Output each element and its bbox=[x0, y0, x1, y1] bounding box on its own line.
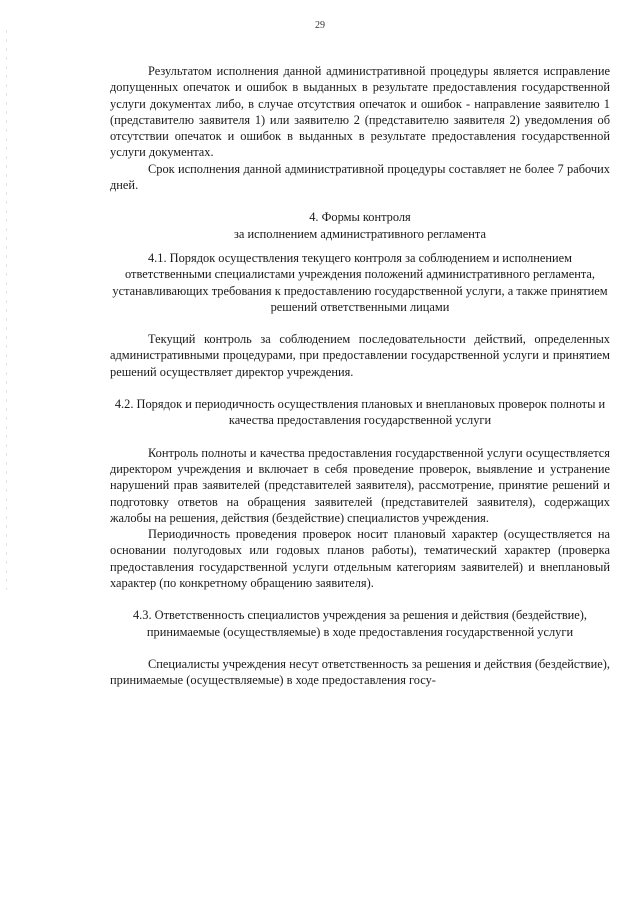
paragraph-periodicity: Периодичность проведения проверок носит плановый характер (осуществляется на основании полугодовых или годовых планов работы), тематический характер (проверка предоставления государственной услуги отдельным категориям заявителей) и внеплановый характер (по конкретному обращению заявителя). bbox=[110, 527, 610, 591]
section-4-subtitle: за исполнением административного регламента bbox=[234, 226, 486, 241]
paragraph-quality-control: Контроль полноты и качества предоставления государственной услуги осуществляется директором учреждения и включает в себя проведение проверок, выявление и устранение нарушений прав заявителей (представителей заявителя), рассмотрение, принятие решений и подготовку ответов на обращения заявителей (представителей заявителя), содержащих жалобы на решения, действия (бездействие) специалистов учреждения. bbox=[110, 445, 610, 525]
paragraph-result: Результатом исполнения данной административной процедуры является исправление допущенных опечаток и ошибок в выданных в результате предоставления государственной услуги документах либо, в случае отсутствия опечаток и ошибок - направление заявителю 1 (представителю заявителя 1) или заявителю 2 (представителю заявителя 2) уведомления об отсутствии опечаток и ошибок в выданных в результате предоставления государственной услуги документах. bbox=[110, 64, 610, 160]
section-4-2-title: 4.2. Порядок и периодичность осуществления плановых и внеплановых проверок полноты и качества предоставления государственной услуги bbox=[114, 397, 606, 428]
paragraph-responsibility: Специалисты учреждения несут ответственность за решения и действия (бездействие), принимаемые (осуществляемые) в ходе предоставления госу- bbox=[110, 656, 610, 688]
scan-edge-artifact bbox=[6, 30, 7, 590]
document-body bbox=[110, 63, 610, 689]
paragraph-deadline: Срок исполнения данной административной процедуры составляет не более 7 рабочих дней. bbox=[110, 161, 610, 193]
section-4-3-title: 4.3. Ответственность специалистов учреждения за решения и действия (бездействие), принимаемые (осуществляемые) в ходе предоставления государственной услуги bbox=[132, 608, 588, 639]
section-4-title: 4. Формы контроля bbox=[309, 210, 411, 225]
section-4-1-title: 4.1. Порядок осуществления текущего контроля за соблюдением и исполнением ответственными специалистами учреждения положений административного регламента, устанавливающих требования к предоставлению государственной услуги, а также принятием решений ответственными лицами bbox=[112, 250, 608, 314]
paragraph-current-control: Текущий контроль за соблюдением последовательности действий, определенных административными процедурами, при предоставлении государственной услуги и принятием решений осуществляет директор учреждения. bbox=[110, 332, 610, 379]
page-number: 29 bbox=[315, 20, 325, 31]
